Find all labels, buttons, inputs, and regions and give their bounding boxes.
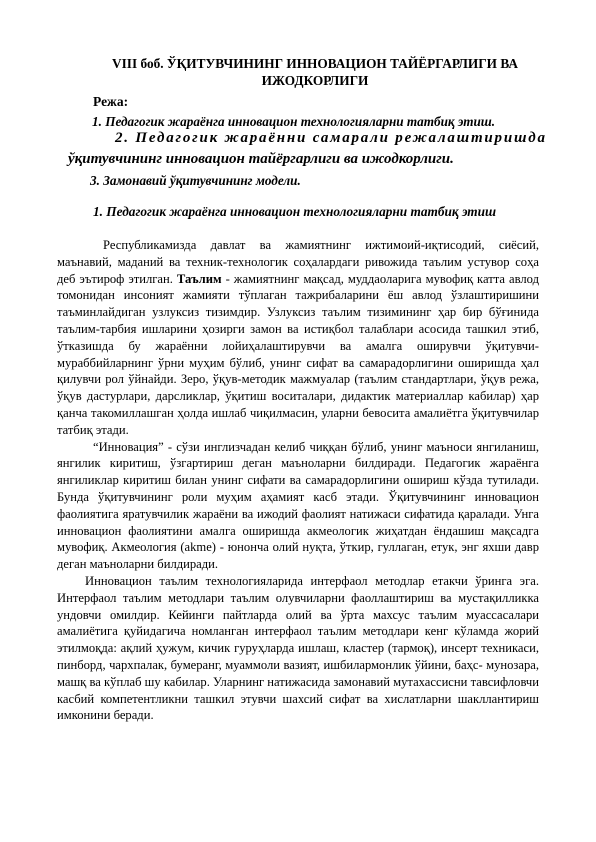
body-text <box>57 237 539 724</box>
plan-label: Режа: <box>93 94 129 109</box>
chapter-title: VIII боб. ЎҚИТУВЧИНИНГ ИННОВАЦИОН ТАЙЁРГАРЛИГИ ВА ИЖОДКОРЛИГИ <box>112 56 518 88</box>
plan-item-1: 1. Педагогик жараёнга инновацион технологияларни татбиқ этиш. <box>92 114 496 129</box>
paragraph-1-start: Республикамизда давлат ва жамиятнинг ижтимоий-иқтисодий, сиёсий, маънавий, маданий ва техник-технологик соҳалардаги ривожида таълим устувор соҳа деб эътироф этилган. <box>57 238 539 286</box>
plan-item-2-line-1: 2. Педагогик жараённи самарали режалаштиришда <box>115 130 547 146</box>
paragraph-2: “Инновация” - сўзи инглизчадан келиб чиққан бўлиб, унинг маъноси янгиланиш, янгилик киритиш, ўзгартириш деган маъноларни билдиради. Педагогик жараёнга янгиликлар киритиш билан унинг сифати ва самарадорлигини ошириш кўзда тутилади. Бунда ўқитувчининг роли муҳим аҳамият касб этади. Ўқитувчининг инновацион фаолиятига яратувчилик жараёни ва ижодий фаолият натижаси сифатида қаралади. Унга инновацион фаолиятини амалга оширишда акмеологик жиҳатдан ёндашиш мақсадга мувофиқ. Акмеология (akme) - юнонча олий нуқта, ўткир, гуллаган, етук, энг яхши давр деган маъноларни билдиради. <box>57 439 539 572</box>
term-talim: Таълим <box>176 271 222 286</box>
paragraph-3: Инновацион таълим технологияларида интерфаол методлар етакчи ўринга эга. Интерфаол таълим методлари таълим олувчиларни фаоллаштириш ва мустақилликка ундовчи омилдир. Кейинги пайтларда олий ва ўрта махсус таълим муассасалари амалиётига қуйидагича номланган интерфаол таълим методлари кенг кўламда жорий этилмоқда: ақлий ҳужум, кичик гуруҳларда ишлаш, кластер (тармоқ), инсерт техникаси, пинборд, чархпалак, бумеранг, муаммоли вазият, ишбилармонлик ўйини, баҳс- мунозара, машқ ва кўплаб шу кабилар. Уларнинг натижасида замонавий мутахассисни тавсифловчи касбий компетентликни ташкил этувчи шахсий сифат ва хислатларни шакллантириш имконини беради. <box>57 573 539 723</box>
plan-item-3: 3. Замонавий ўқитувчининг модели. <box>90 173 301 188</box>
section-heading: 1. Педагогик жараёнга инновацион технологияларни татбиқ этиш <box>93 204 497 219</box>
paragraph-1-rest: - жамиятнинг мақсад, муддаоларига мувофиқ катта авлод томонидан инсоният жамияти тўплаган тажрибаларини ёш авлод ўзлаштиришини таъминлайдиган узлуксиз тизимдир. Узлуксиз таълим тизимининг ҳар бир бўғинида таълим-тарбия ишларини ҳозирги замон ва истиқбол талаблари асосида ташкил этиб, ўтказишда бу жараённи лойиҳалаштирувчи ва амалга оширувчи ўқитувчи-мураббийларнинг ўрни муҳим бўлиб, унинг сифат ва самарадорлигини оширишда ҳал қилувчи рол ўйнайди. Зеро, ўқув-методик мажмуалар (таълим стандартлари, ўқув режа, ўқув дастурлари, дарсликлар, ўқитиш воситалари, дидактик материаллар кабилар) ҳар қанча такомиллашган ҳолда ишлаб чиқилмасин, уларни бевосита амалиётга ўқитувчилар татбиқ этади. <box>57 271 540 437</box>
paragraph-1 <box>57 237 539 439</box>
plan-item-2-line-2: ўқитувчининг инновацион тайёргарлиги ва ижодкорлиги. <box>68 151 454 167</box>
